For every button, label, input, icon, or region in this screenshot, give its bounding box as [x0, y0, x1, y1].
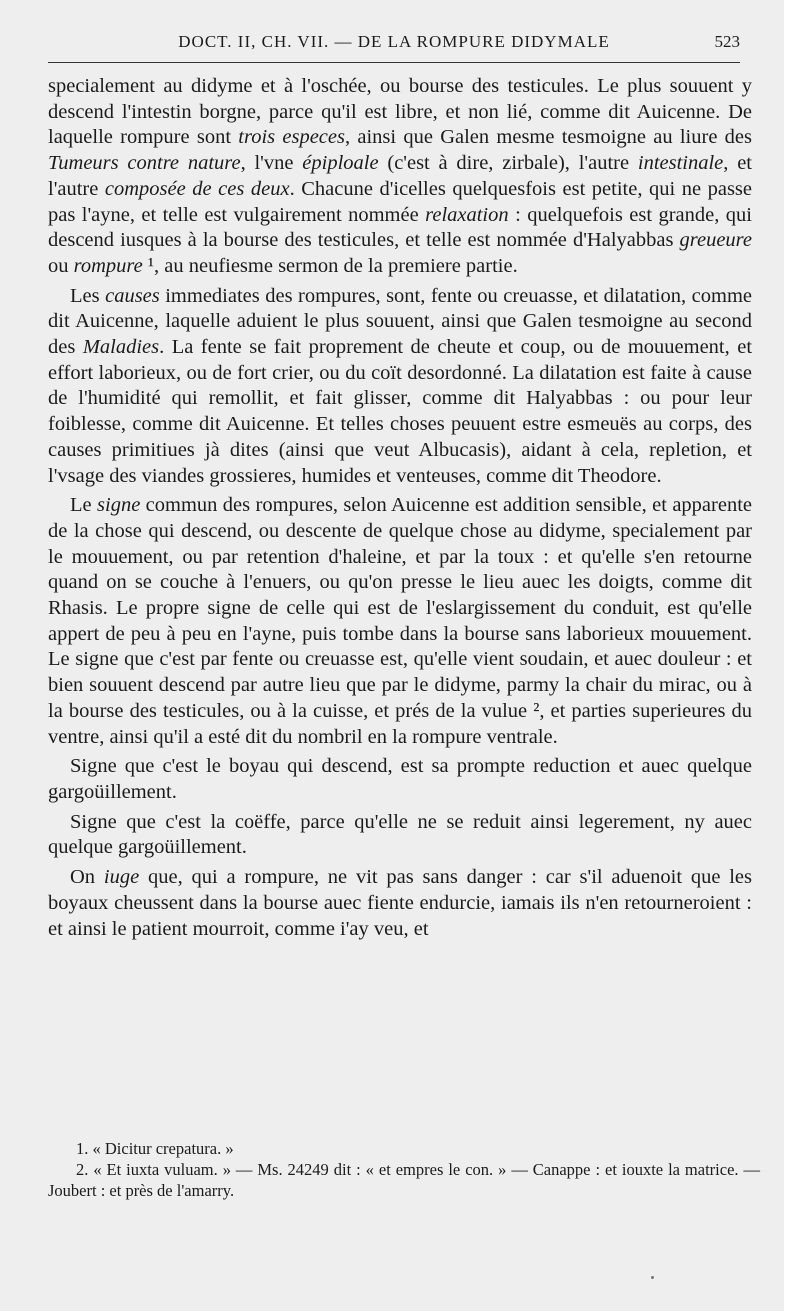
- body-text: [48, 74, 752, 946]
- footnote: 1. « Dicitur crepatura. »: [76, 1139, 234, 1158]
- paragraph: [48, 810, 752, 861]
- text-run: . Chacune d'icelles quelquesfois est petite, qui ne passe pas l'ayne, et telle est vulgairement nommée: [48, 177, 753, 226]
- italic-text: Maladies: [82, 336, 160, 359]
- text-run: Les: [70, 284, 106, 307]
- italic-text: trois especes: [238, 126, 345, 149]
- italic-text: rompure: [73, 254, 143, 277]
- paragraph: [48, 74, 752, 280]
- italic-text: greueure: [679, 229, 752, 252]
- page-number: 523: [714, 32, 740, 51]
- text-run: . La fente se fait proprement de cheute et coup, ou de mouuement, et effort laborieux, ou de fort crier, ou du coït desordonné. La dilatation est faite à cause de l'humidité qui remollit, et fait glisser, comme dit Halyabbas : ou pour leur foiblesse, comme dit Auicenne. Et telles choses peuuent estre esmeuës au corps, des causes primitiues jà dites (ainsi que veut Albucasis), aidant à cela, repletion, et l'vsage des viandes grossieres, humides et venteuses, comme dit Theodore.: [48, 336, 753, 487]
- text-run: commun des rompures, selon Auicenne est addition sensible, et apparente de la chose qui descend, ou descente de quelque chose au didyme, specialement par le mouuement, ou par retention d'haleine, et par la toux : et qu'elle s'en retourne quand on se couche à l'enuers, ou qu'on presse le lieu auec les doigts, comme dit Rhasis. Le propre signe de celle qui est de l'eslargissement du conduit, est qu'elle appert de peu à peu en l'ayne, puis tombe dans la bourse sans laborieux mouuement. Le signe que c'est par fente ou creuasse est, qu'elle vient soudain, et auec douleur : et bien souuent descend par autre lieu que par le didyme, parmy la chair du mirac, ou à la bourse des testicules, ou à la cuisse, et prés de la vulue ², et parties superieures du ventre, ainsi qu'il a esté dit du nombril en la rompure ventrale.: [48, 494, 752, 748]
- italic-text: Tumeurs contre nature: [48, 152, 241, 175]
- paragraph: [48, 284, 752, 490]
- text-run: ou: [48, 254, 74, 277]
- paragraph: [48, 754, 752, 805]
- text-run: immediates des rompures, sont, fente ou creuasse, et dilatation, comme dit Auicenne, laquelle aduient le plus souuent, ainsi que Galen tesmoigne au second des: [48, 284, 752, 359]
- text-run: ¹, au neufiesme sermon de la premiere partie.: [142, 254, 518, 277]
- italic-text: composée de ces deux: [104, 177, 290, 200]
- text-run: Signe que c'est la coëffe, parce qu'elle ne se reduit ainsi legerement, ny auec quelque gargoüillement.: [48, 810, 752, 859]
- ink-speck: [651, 1276, 654, 1279]
- italic-text: intestinale: [637, 152, 724, 175]
- italic-text: causes: [105, 284, 160, 307]
- text-run: , ainsi que Galen mesme tesmoigne au liure des: [344, 126, 752, 149]
- text-run: On: [70, 866, 104, 889]
- footnote: 2. « Et iuxta vuluam. » — Ms. 24249 dit : « et empres le con. » — Canappe : et iouxte la matrice. — Joubert : et près de l'amarry.: [48, 1160, 760, 1200]
- paragraph: [48, 493, 752, 750]
- italic-text: iuge: [103, 866, 140, 889]
- footnotes: [48, 1138, 760, 1201]
- text-run: , l'vne: [240, 152, 303, 175]
- italic-text: relaxation: [425, 203, 509, 226]
- text-run: : quelquefois est grande, qui descend iusques à la bourse des testicules, et telle est nommée d'Halyabbas: [48, 203, 752, 252]
- text-run: que, qui a rompure, ne vit pas sans danger : car s'il aduenoit que les boyaux cheussent dans la bourse auec fiente endurcie, iamais ils n'en retourneroient : et ainsi le patient mourroit, comme i'ay veu, et: [48, 866, 753, 940]
- page-margin: [784, 0, 800, 1311]
- text-run: Le: [70, 494, 98, 517]
- text-run: , et l'autre: [48, 152, 752, 200]
- text-run: (c'est à dire, zirbale), l'autre: [378, 152, 638, 175]
- text-run: specialement au didyme et à l'oschée, ou bourse des testicules. Le plus souuent y descend l'intestin borgne, parce qu'il est libre, et non lié, comme dit Auicenne. De laquelle rompure sont: [48, 75, 752, 149]
- text-run: Signe que c'est le boyau qui descend, est sa prompte reduction et auec quelque gargoüillement.: [48, 755, 752, 803]
- italic-text: épiploale: [302, 152, 379, 175]
- header-rule: [48, 62, 740, 63]
- italic-text: signe: [97, 494, 141, 517]
- running-title: DOCT. II, CH. VII. — DE LA ROMPURE DIDYMALE: [178, 32, 610, 51]
- paragraph: [48, 865, 752, 942]
- page-header: [48, 30, 740, 56]
